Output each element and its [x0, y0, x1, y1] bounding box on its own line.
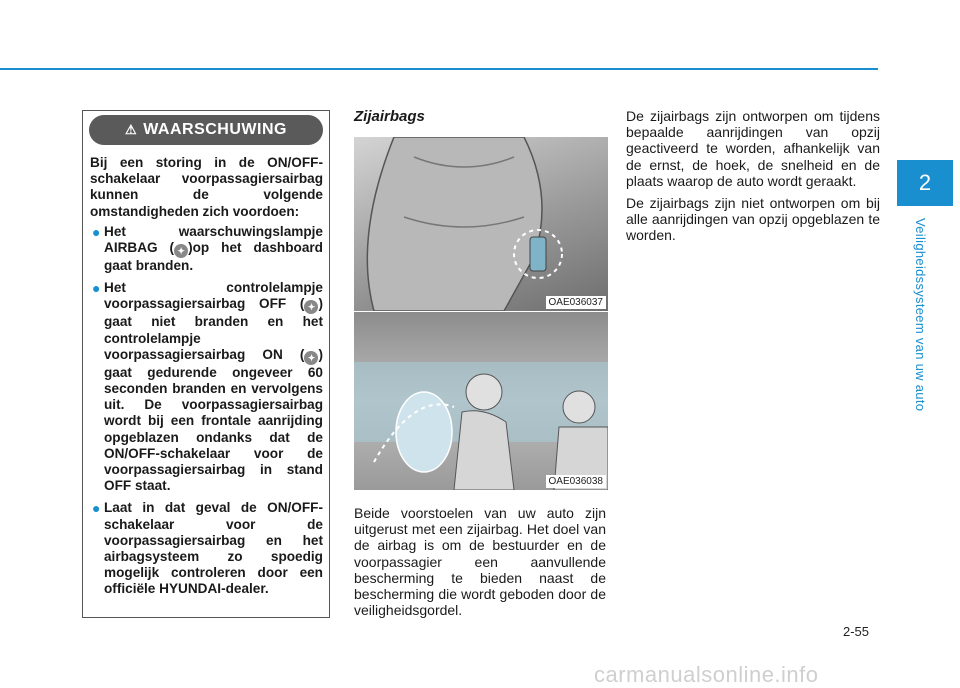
seat-illustration [354, 137, 608, 311]
section-title: Zijairbags [354, 108, 425, 125]
right-paragraph-1: De zijairbags zijn ontworpen om tijdens bepaalde aanrijdingen van opzij geactiveerd te worden, afhankelijk van de ernst, de hoek, de snelheid en de plaats waarop de auto wordt geraakt. [626, 108, 880, 189]
passenger-airbag-off-icon: ✦ [304, 300, 318, 314]
warning-title: WAARSCHUWING [143, 121, 287, 138]
warning-intro: Bij een storing in de ON/OFF-schakelaar voorpassagiersairbag kunnen de volgende omstandigheden zich voordoen: [90, 155, 323, 219]
warning-list [90, 224, 323, 598]
warning-item-1: ● Het waarschuwingslampje AIRBAG ( ✦ )op het dashboard gaat branden. [92, 223, 323, 274]
deployed-airbag-illustration [354, 312, 608, 490]
warning-item-2: ● Het controlelampje voorpassagiersairbag OFF ( ✦ ) gaat niet branden en het controlelampje voorpassagiersairbag ON ( ✦ ) gaat gedurende ongeveer 60 seconden branden en vervolgens uit. De voorpassagiersairbag wordt bij een frontale aanrijding opgeblazen ondanks dat de ON/OFF-schakelaar voor de voorpassagiersairbag in stand OFF staat. [92, 280, 323, 494]
warning-item-3: ● Laat in dat geval de ON/OFF-schakelaar voor de voorpassagiersairbag en het airbagsysteem zo spoedig mogelijk controleren door een officiële HYUNDAI-dealer. [92, 500, 323, 597]
bullet-icon: ● [92, 223, 101, 240]
page-number: 2-55 [843, 624, 870, 639]
airbag-warning-icon: ✦ [174, 244, 188, 258]
chapter-title: Veiligheidssysteem van uw auto [913, 218, 928, 412]
right-paragraph-2: De zijairbags zijn niet ontworpen om bij alle aanrijdingen van opzij opgeblazen te worden. [626, 195, 880, 244]
figure-label: OAE036037 [546, 296, 607, 309]
side-airbag-deployed-image [354, 312, 608, 490]
figure-label: OAE036038 [546, 475, 607, 488]
warning-body [83, 145, 329, 598]
middle-paragraph: Beide voorstoelen van uw auto zijn uitgerust met een zijairbag. Het doel van de airbag is om de bestuurder en de voorpassagier een aanvullende bescherming te bieden naast de bescherming die wordt geboden door de veiligheidsgordel. [354, 505, 606, 619]
warning-box [82, 110, 330, 618]
seat-side-airbag-image [354, 137, 608, 311]
bullet-icon: ● [92, 500, 101, 517]
bullet-icon: ● [92, 280, 101, 297]
warning-header [89, 115, 323, 145]
warning-triangle-icon: ⚠ [125, 122, 138, 137]
watermark: carmanualsonline.info [594, 662, 819, 687]
top-rule [0, 68, 878, 70]
passenger-airbag-on-icon: ✦ [304, 351, 318, 365]
chapter-number: 2 [918, 170, 932, 195]
chapter-tab[interactable] [897, 160, 953, 206]
right-column-text [626, 108, 880, 250]
